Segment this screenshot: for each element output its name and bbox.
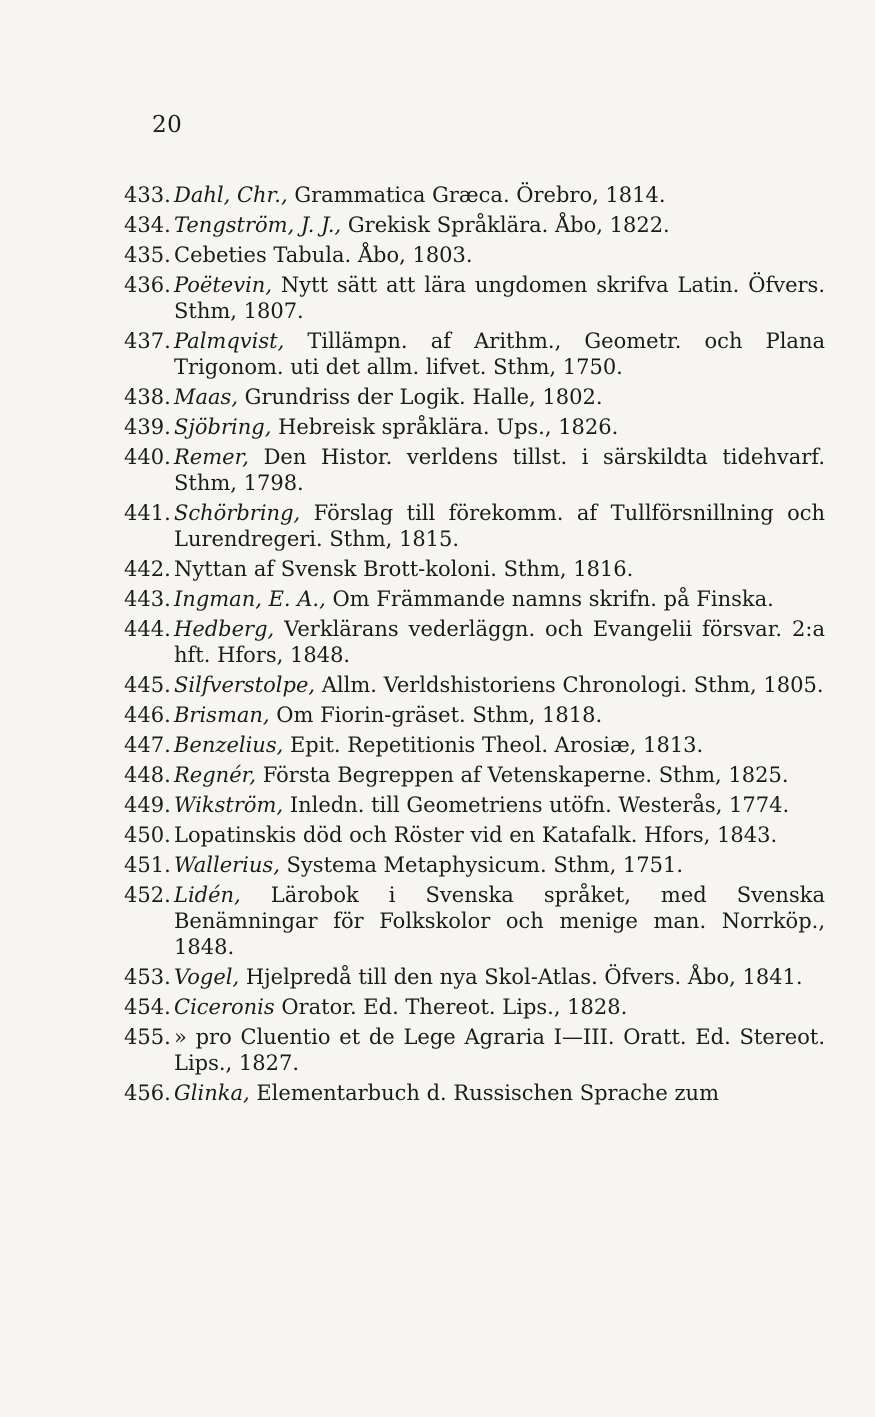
entry-author: Wallerius, — [174, 853, 287, 877]
entry-text: Om Främmande namns skrifn. på Finska. — [332, 587, 774, 611]
entry-number: 435. — [124, 243, 171, 267]
entry-text: Första Begreppen af Vetenskaperne. Sthm, 1825. — [262, 763, 789, 787]
entry-author: Ingman, E. A., — [174, 587, 333, 611]
entry-body — [174, 672, 825, 698]
entry-number: 454. — [124, 995, 171, 1019]
entry-body — [174, 328, 825, 380]
entry-body — [174, 964, 825, 990]
entry-text: Epit. Repetitionis Theol. Arosiæ, 1813. — [289, 733, 704, 757]
entry-body — [174, 762, 825, 788]
entry-number: 452. — [124, 883, 171, 907]
entry-body — [174, 852, 825, 878]
entry-number: 447. — [124, 733, 171, 757]
list-item — [124, 616, 825, 668]
entry-number: 441. — [124, 501, 171, 525]
entry-number: 436. — [124, 273, 171, 297]
entry-body — [174, 702, 825, 728]
list-item — [124, 384, 825, 410]
entry-author: Tengström, J. J., — [174, 213, 348, 237]
entry-text: Grundriss der Logik. Halle, 1802. — [244, 385, 603, 409]
list-item — [124, 964, 825, 990]
entry-body — [174, 822, 825, 848]
entry-number: 455. — [124, 1025, 171, 1049]
list-item — [124, 852, 825, 878]
entry-number: 446. — [124, 703, 171, 727]
entry-number: 450. — [124, 823, 171, 847]
entry-number: 434. — [124, 213, 171, 237]
entry-number: 456. — [124, 1081, 171, 1105]
entry-author: Ciceronis — [174, 995, 282, 1019]
entry-body — [174, 182, 825, 208]
entry-author: Sjöbring, — [174, 415, 279, 439]
entry-text: Nytt sätt att lära ungdomen skrifva Latin. Öfvers. Sthm, 1807. — [174, 273, 826, 323]
entry-body — [174, 384, 825, 410]
entry-author: Palmqvist, — [174, 329, 308, 353]
entry-text: Verklärans vederläggn. och Evangelii försvar. 2:a hft. Hfors, 1848. — [174, 617, 825, 667]
entry-author: Maas, — [174, 385, 245, 409]
entry-body — [174, 1024, 825, 1076]
entry-text: Systema Metaphysicum. Sthm, 1751. — [286, 853, 684, 877]
entry-text: Hjelpredå till den nya Skol-Atlas. Öfvers. Åbo, 1841. — [245, 965, 803, 989]
list-item — [124, 1024, 825, 1076]
entry-author: Brisman, — [174, 703, 277, 727]
entry-text: Allm. Verldshistoriens Chronologi. Sthm, 1805. — [321, 673, 824, 697]
entry-author: Glinka, — [174, 1081, 257, 1105]
entry-text: Inledn. till Geometriens utöfn. Westerås, 1774. — [289, 793, 790, 817]
entry-body — [174, 414, 825, 440]
list-item — [124, 586, 825, 612]
list-item — [124, 672, 825, 698]
entry-number: 449. — [124, 793, 171, 817]
entry-author: Vogel, — [174, 965, 246, 989]
entry-text: Förslag till förekomm. af Tullförsnillning och Lurendregeri. Sthm, 1815. — [174, 501, 826, 551]
list-item — [124, 762, 825, 788]
entry-text: Om Fiorin-gräset. Sthm, 1818. — [276, 703, 603, 727]
entry-number: 448. — [124, 763, 171, 787]
list-item — [124, 272, 825, 324]
entry-number: 440. — [124, 445, 171, 469]
entry-text: Nyttan af Svensk Brott-koloni. Sthm, 1816. — [174, 557, 634, 581]
entry-text: Grammatica Græca. Örebro, 1814. — [294, 183, 666, 207]
list-item — [124, 882, 825, 960]
list-item — [124, 822, 825, 848]
entry-text: Lopatinskis död och Röster vid en Katafalk. Hfors, 1843. — [174, 823, 778, 847]
entry-author: Dahl, Chr., — [174, 183, 295, 207]
entry-number: 451. — [124, 853, 171, 877]
entry-body — [174, 586, 825, 612]
entry-author: Regnér, — [174, 763, 263, 787]
entry-body — [174, 500, 825, 552]
entry-body — [174, 212, 825, 238]
entry-author: Wikström, — [174, 793, 290, 817]
list-item — [124, 500, 825, 552]
list-item — [124, 212, 825, 238]
entry-text: Grekisk Språklära. Åbo, 1822. — [347, 213, 670, 237]
entry-number: 438. — [124, 385, 171, 409]
list-item — [124, 702, 825, 728]
entry-body — [174, 616, 825, 668]
entry-text: Elementarbuch d. Russischen Sprache zum — [256, 1081, 719, 1105]
entry-number: 437. — [124, 329, 171, 353]
list-item — [124, 242, 825, 268]
entry-body — [174, 1080, 825, 1106]
list-item — [124, 732, 825, 758]
entry-number: 444. — [124, 617, 171, 641]
list-item — [124, 414, 825, 440]
bibliography-list — [124, 182, 825, 1106]
entry-number: 442. — [124, 557, 171, 581]
entry-body — [174, 732, 825, 758]
entry-body — [174, 882, 825, 960]
entry-text: Hebreisk språklära. Ups., 1826. — [278, 415, 619, 439]
page-number: 20 — [152, 112, 183, 138]
entry-body — [174, 242, 825, 268]
entry-number: 439. — [124, 415, 171, 439]
entry-number: 445. — [124, 673, 171, 697]
entry-body — [174, 556, 825, 582]
entry-author: Schörbring, — [174, 501, 314, 525]
list-item — [124, 182, 825, 208]
list-item — [124, 792, 825, 818]
entry-author: Remer, — [174, 445, 264, 469]
list-item — [124, 556, 825, 582]
entry-text: Lärobok i Svenska språket, med Svenska Benämningar för Folkskolor och menige man. Norrköp., 1848. — [174, 883, 825, 959]
list-item — [124, 994, 825, 1020]
entry-body — [174, 444, 825, 496]
entry-text: Cebeties Tabula. Åbo, 1803. — [174, 243, 473, 267]
entry-body — [174, 994, 825, 1020]
entry-author: Hedberg, — [174, 617, 285, 641]
entry-author: Benzelius, — [174, 733, 290, 757]
entry-body — [174, 272, 825, 324]
entry-text: » pro Cluentio et de Lege Agraria I—III. Oratt. Ed. Stereot. Lips., 1827. — [174, 1025, 825, 1075]
entry-number: 433. — [124, 183, 171, 207]
entry-text: Orator. Ed. Thereot. Lips., 1828. — [281, 995, 628, 1019]
entry-text: Den Histor. verldens tillst. i särskildta tidehvarf. Sthm, 1798. — [174, 445, 825, 495]
entry-author: Silfverstolpe, — [174, 673, 322, 697]
entry-text: Tillämpn. af Arithm., Geometr. och Plana Trigonom. uti det allm. lifvet. Sthm, 1750. — [174, 329, 825, 379]
list-item — [124, 328, 825, 380]
entry-body — [174, 792, 825, 818]
entry-author: Lidén, — [174, 883, 271, 907]
entry-number: 453. — [124, 965, 171, 989]
list-item — [124, 444, 825, 496]
entry-author: Poëtevin, — [174, 273, 281, 297]
list-item — [124, 1080, 825, 1106]
entry-number: 443. — [124, 587, 171, 611]
